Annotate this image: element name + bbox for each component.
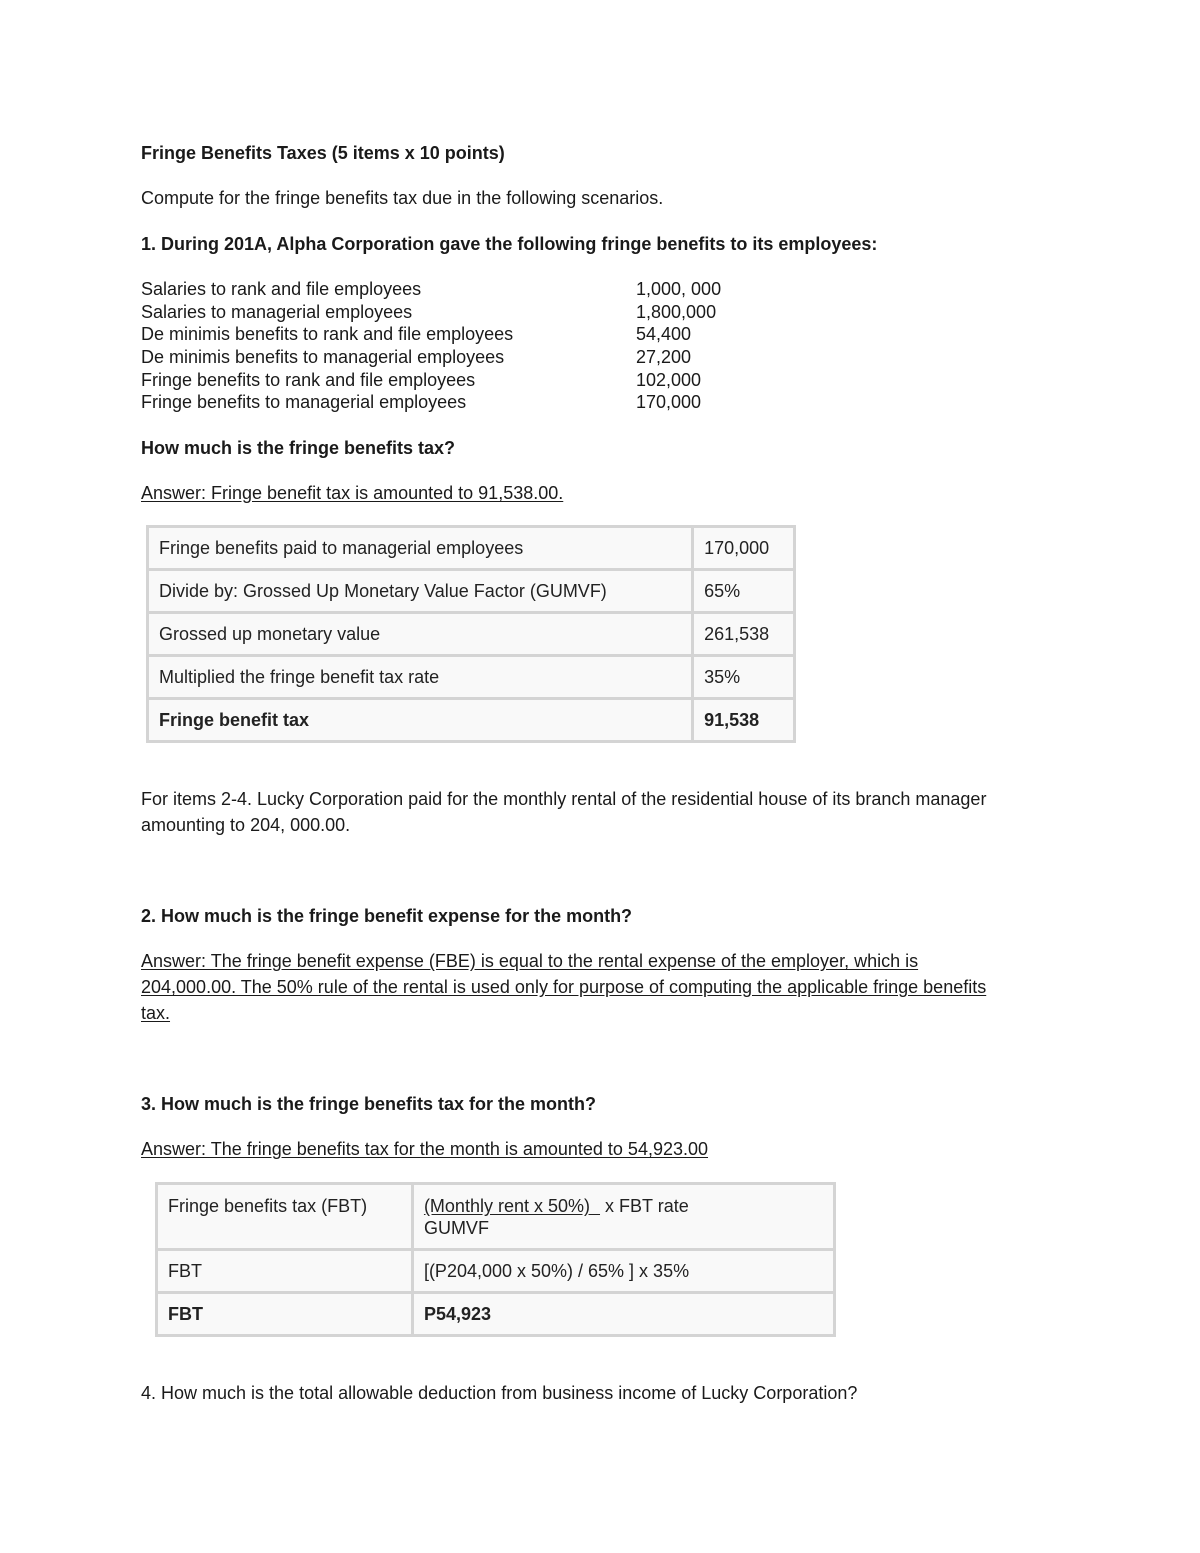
question-1: 1. During 201A, Alpha Corporation gave the following fringe benefits to its employees: [141, 234, 878, 254]
list-item-value: 170,000 [636, 392, 702, 412]
table-cell-label: Fringe benefits tax (FBT) [157, 1184, 413, 1250]
answer-2: Answer: The fringe benefit expense (FBE) is equal to the rental expense of the employer, which is 204,000.00. The 50% rule of the rental is used only for purpose of computing the applicable fringe benefits tax. [141, 951, 987, 1023]
table-cell-label: Fringe benefit tax [148, 699, 693, 742]
table-cell-formula [412, 1184, 834, 1250]
items-2-4-intro: For items 2-4. Lucky Corporation paid for the monthly rental of the residential house of its branch manager amounting to 204, 000.00. [141, 789, 987, 835]
table-cell-label: FBT [157, 1250, 413, 1293]
table-cell-value: [(P204,000 x 50%) / 65% ] x 35% [412, 1250, 834, 1293]
table-cell-label: FBT [157, 1293, 413, 1336]
table-cell-value: 65% [693, 570, 795, 613]
list-item-label: Fringe benefits to managerial employees [141, 392, 467, 412]
table-row [157, 1184, 835, 1250]
list-item-value: 102,000 [636, 370, 702, 390]
table-row [148, 570, 795, 613]
table-row [148, 656, 795, 699]
formula-denominator: GUMVF [423, 1218, 489, 1238]
table-cell-value: 170,000 [693, 527, 795, 570]
list-item-label: De minimis benefits to managerial employees [141, 347, 505, 367]
table-row [148, 527, 795, 570]
table-cell-label: Multiplied the fringe benefit tax rate [148, 656, 693, 699]
table-row [157, 1250, 835, 1293]
document-heading: Fringe Benefits Taxes (5 items x 10 points) [141, 143, 505, 163]
answer-1: Answer: Fringe benefit tax is amounted to 91,538.00. [141, 483, 564, 503]
list-item-label: Salaries to rank and file employees [141, 279, 422, 299]
table-row [148, 613, 795, 656]
instructions-text: Compute for the fringe benefits tax due in the following scenarios. [141, 188, 664, 208]
table-cell-value: P54,923 [412, 1293, 834, 1336]
formula-suffix: x FBT rate [605, 1196, 689, 1216]
question-2: 2. How much is the fringe benefit expense for the month? [141, 906, 633, 926]
list-item-value: 27,200 [636, 347, 692, 367]
table-cell-label: Grossed up monetary value [148, 613, 693, 656]
list-item-value: 54,400 [636, 324, 692, 344]
list-item-label: Salaries to managerial employees [141, 302, 413, 322]
computation-table-3 [155, 1182, 836, 1337]
list-item-value: 1,000, 000 [636, 279, 722, 299]
computation-table-1 [146, 525, 796, 743]
question-1-prompt: How much is the fringe benefits tax? [141, 438, 456, 458]
question-4: 4. How much is the total allowable deduction from business income of Lucky Corporation? [141, 1383, 858, 1403]
list-item-value: 1,800,000 [636, 302, 717, 322]
list-item-label: De minimis benefits to rank and file employees [141, 324, 514, 344]
list-item-label: Fringe benefits to rank and file employees [141, 370, 476, 390]
formula-numerator: (Monthly rent x 50%) [423, 1196, 590, 1216]
question-3: 3. How much is the fringe benefits tax for the month? [141, 1094, 597, 1114]
table-cell-value: 261,538 [693, 613, 795, 656]
table-row-total [148, 699, 795, 742]
table-cell-label: Divide by: Grossed Up Monetary Value Factor (GUMVF) [148, 570, 693, 613]
table-row-total [157, 1293, 835, 1336]
table-cell-value: 91,538 [693, 699, 795, 742]
answer-3: Answer: The fringe benefits tax for the month is amounted to 54,923.00 [141, 1139, 709, 1159]
table-cell-label: Fringe benefits paid to managerial employees [148, 527, 693, 570]
table-cell-value: 35% [693, 656, 795, 699]
